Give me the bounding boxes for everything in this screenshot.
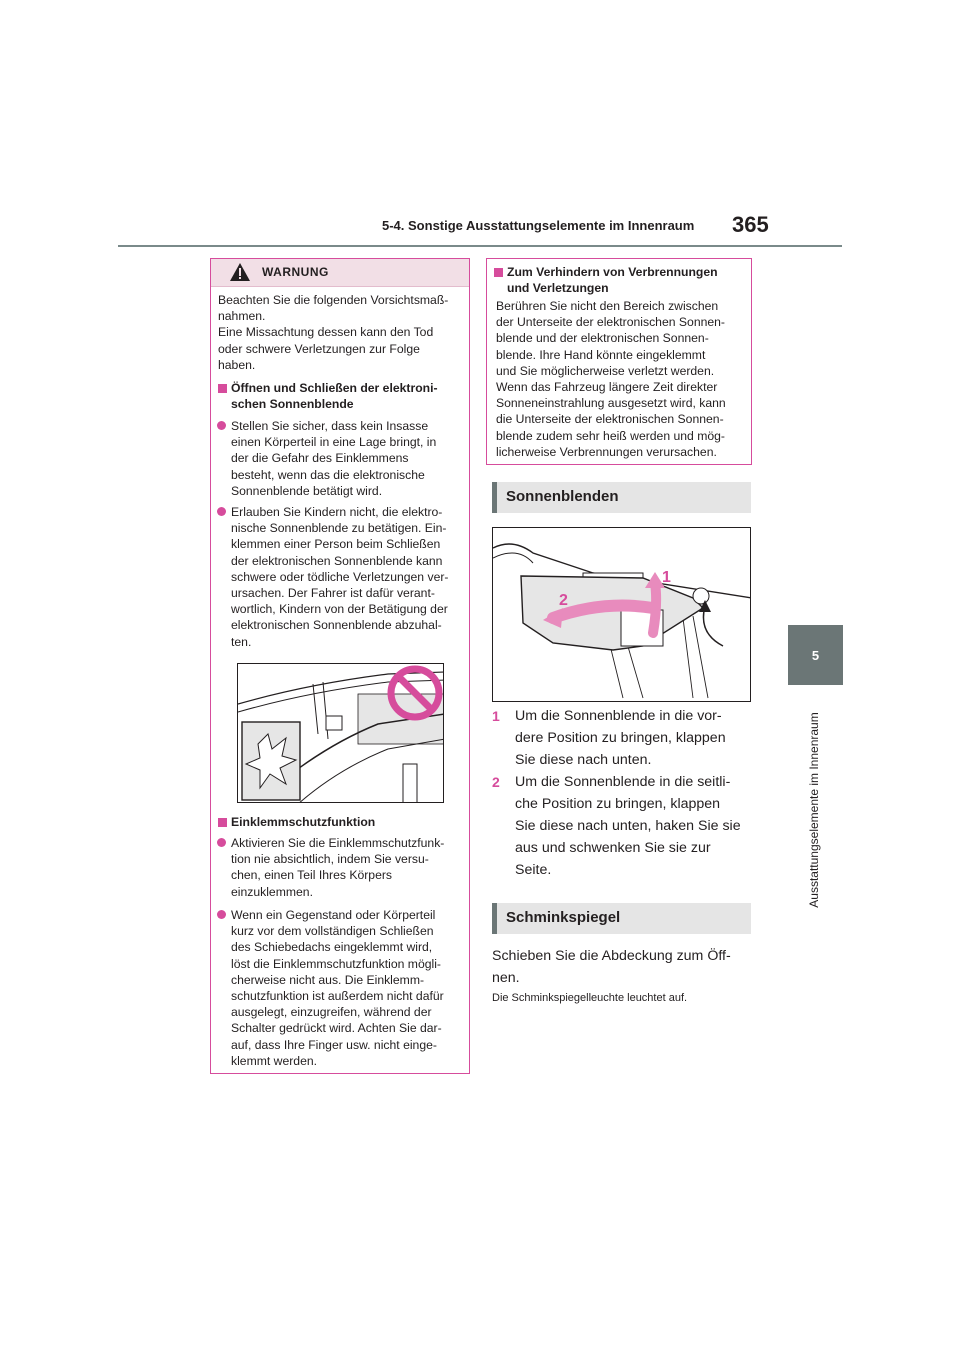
section-heading-schminkspiegel: Schminkspiegel [492,903,751,934]
step-2-text: Um die Sonnenblende in die seitli- che Position zu bringen, klappen Sie diese nach unten, haken Sie sie aus und schwenken Sie sie zur Seite. [515,774,741,878]
warning-bullet-never-activate: Aktivieren Sie die Einklemmschutzfunk- tion nie absichtlich, indem Sie versu- chen, einen Teil Ihres Körpers einzuklemmen. [231,836,445,899]
warning-triangle-icon [229,262,251,282]
header-rule [118,245,842,247]
step-1-number: 1 [492,708,500,724]
section-title: 5-4. Sonstige Ausstattungselemente im Innenraum [382,218,695,233]
warning-bullet-check-occupant: Stellen Sie sicher, dass kein Insasse einen Körperteil in eine Lage bringt, in der die Gefahr des Einklemmens besteht, wenn das die elektronische Sonnenblende betätigt wird. [231,419,437,498]
warning-bullet-object-pinched: Wenn ein Gegenstand oder Körperteil kurz vor dem vollständigen Schließen des Schiebedachs eingeklemmt wird, löst die Einklemmschutzfunktion mögli- cherweise nicht aus. Die Einklemm- schutzfunktion ist außerdem nicht dafür ausgelegt, einzugreifen, während der Schalter gedrückt wird. Achten Sie dar- auf, dass Ihre Finger usw. nicht einge- klemmt werden. [231,908,444,1068]
sun-visor-drawing [493,528,751,702]
warning-intro: Beachten Sie die folgenden Vorsichtsmaß- nahmen. Eine Missachtung dessen kann den Tod oder schwere Verletzungen zur Folge haben. [218,293,449,372]
step-1-text: Um die Sonnenblende in die vor- dere Position zu bringen, klappen Sie diese nach unten. [515,708,726,768]
mirror-instruction: Schieben Sie die Abdeckung zum Öff- nen. [492,948,731,986]
figure-label-2: 2 [559,592,568,609]
pinch-hazard-illustration [237,663,444,803]
chapter-label-vertical [805,690,825,930]
page-number: 365 [732,212,769,237]
warning-title: WARNUNG [262,265,329,279]
warning-bullet-children: Erlauben Sie Kindern nicht, die elektro- nische Sonnenblende zu betätigen. Ein- klemmen einer Person beim Schließen der elektronischen Sonnenblende kann schwere oder tödliche Verletzungen ver- ursachen. Der Fahrer ist dafür verant- wortlich, Kindern von der Betätigung der elektronischen Sonnenblende abzuhal- ten. [231,505,449,649]
chapter-label: Ausstattungselemente im Innenraum [807,712,821,908]
warning-subheading-open-close: Öffnen und Schließen der elektroni- schen Sonnenblende [231,381,438,412]
step-2-number: 2 [492,774,500,790]
burn-warning-box [486,258,752,465]
prohibition-icon [386,664,444,722]
section-heading-sonnenblenden: Sonnenblenden [492,482,751,513]
chapter-tab [788,625,843,685]
burn-heading: Zum Verhindern von Verbrennungen und Verletzungen [507,265,718,296]
chapter-number: 5 [811,647,820,663]
figure-label-1: 1 [662,569,671,586]
sun-visor-illustration [492,527,751,702]
mirror-note: Die Schminkspiegelleuchte leuchtet auf. [492,992,688,1004]
burn-text: Berühren Sie nicht den Bereich zwischen der Unterseite der elektronischen Sonnen- blende und der elektronischen Sonnen- blende. Ihre Hand könnte eingeklemmt und Sie möglicherweise verletzt werden. Wenn das Fahrzeug längere Zeit direkter Sonneneinstrahlung ausgesetzt wird, kann die Unterseite der elektronischen Sonnen- blende zudem sehr heiß werden und mög- licherweise Verbrennungen verursachen. [496,299,726,459]
warning-header [211,259,469,287]
warning-box [210,258,470,1074]
warning-subheading-anti-pinch: Einklemmschutzfunktion [231,815,376,829]
